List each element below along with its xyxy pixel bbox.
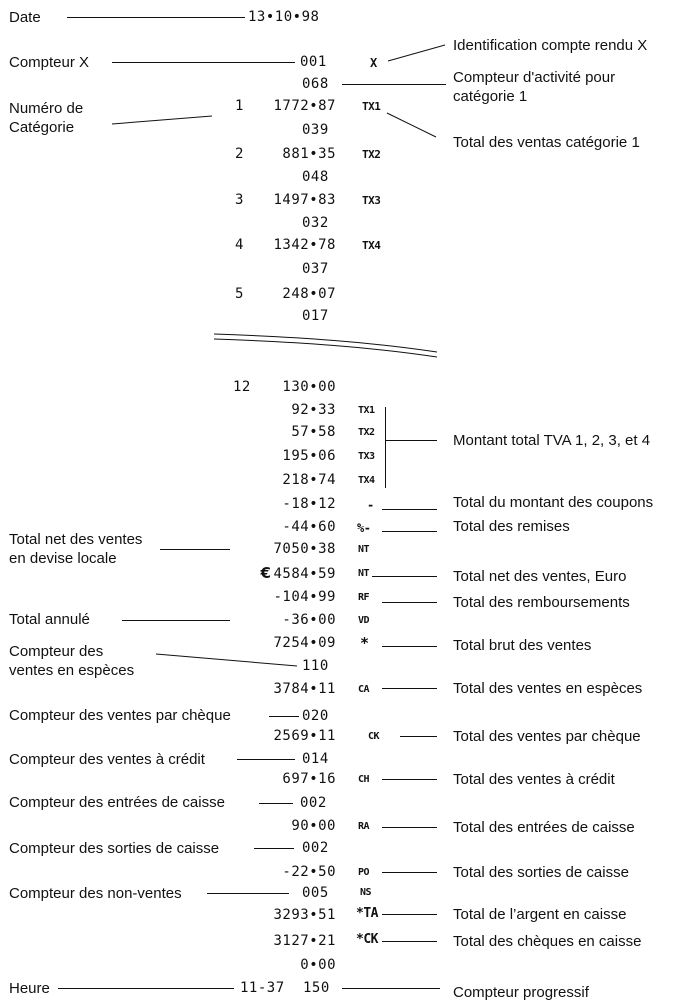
cash-total-label: Total des ventes en espèces bbox=[453, 680, 643, 697]
category-number-label-1: Numéro de bbox=[9, 100, 84, 117]
cash-out-total-label: Total des sorties de caisse bbox=[453, 864, 629, 881]
refunds-label: Total des remboursements bbox=[453, 594, 630, 611]
tear-separator bbox=[214, 334, 437, 352]
category-amount: 1772•87 bbox=[273, 98, 336, 114]
credit-total-code: CH bbox=[358, 774, 370, 785]
net-local-label-2: en devise locale bbox=[9, 550, 117, 567]
time-label: Heure bbox=[9, 980, 50, 997]
cash-counter-label-1: Compteur des bbox=[9, 643, 104, 660]
cash-in-counter-label: Compteur des entrées de caisse bbox=[9, 794, 225, 811]
gross-value: 7254•09 bbox=[273, 635, 336, 651]
category-tax-code: TX3 bbox=[362, 194, 381, 207]
category-number: 3 bbox=[235, 192, 244, 208]
vat-value: 92•33 bbox=[291, 402, 336, 418]
discounts-label: Total des remises bbox=[453, 518, 570, 535]
category-counter: 039 bbox=[302, 122, 329, 138]
void-value: -36•00 bbox=[282, 612, 336, 628]
cash-counter-connector bbox=[156, 654, 297, 666]
cash-out-counter-value: 002 bbox=[302, 840, 329, 856]
cheque-total-code: CK bbox=[368, 731, 380, 742]
category-tax-code: TX4 bbox=[362, 239, 381, 252]
void-code: VD bbox=[358, 615, 370, 626]
category-amount: 1497•83 bbox=[273, 192, 336, 208]
category-number-connector bbox=[112, 116, 212, 124]
cheques-in-drawer-label: Total des chèques en caisse bbox=[453, 933, 642, 950]
net-local-code: NT bbox=[358, 544, 370, 555]
cash-in-drawer-code: *TA bbox=[356, 906, 378, 921]
cheque-total-value: 2569•11 bbox=[273, 728, 336, 744]
cash-total-value: 3784•11 bbox=[273, 681, 336, 697]
discounts-value: -44•60 bbox=[282, 519, 336, 535]
cash-in-counter-value: 002 bbox=[300, 795, 327, 811]
coupons-label: Total du montant des coupons bbox=[453, 494, 654, 511]
discounts-code: %- bbox=[357, 521, 371, 535]
category-amount: 881•35 bbox=[282, 146, 336, 162]
id-report-label: Identification compte rendu X bbox=[453, 37, 648, 54]
cash-in-total-value: 90•00 bbox=[291, 818, 336, 834]
date-value: 13•10•98 bbox=[248, 9, 320, 25]
net-euro-value: 4584•59 bbox=[273, 566, 336, 582]
gross-label: Total brut des ventes bbox=[453, 637, 592, 654]
credit-total-value: 697•16 bbox=[282, 771, 336, 787]
category-12-amount: 130•00 bbox=[282, 379, 336, 395]
activity-counter-value: 068 bbox=[302, 76, 329, 92]
x-counter-value: 001 bbox=[300, 54, 327, 70]
cash-out-counter-label: Compteur des sorties de caisse bbox=[9, 840, 220, 857]
cheques-in-drawer-code: *CK bbox=[356, 932, 378, 947]
void-label: Total annulé bbox=[9, 611, 90, 628]
cash-total-code: CA bbox=[358, 684, 370, 695]
vat-value: 57•58 bbox=[291, 424, 336, 440]
cheque-total-label: Total des ventes par chèque bbox=[453, 728, 641, 745]
category-amount: 1342•78 bbox=[273, 237, 336, 253]
activity-counter-label-2: catégorie 1 bbox=[453, 88, 528, 105]
x-counter-label: Compteur X bbox=[9, 54, 90, 71]
gross-code: * bbox=[360, 634, 369, 652]
category-amount: 248•07 bbox=[282, 286, 336, 302]
net-euro-code: NT bbox=[358, 568, 370, 579]
vat-value: 218•74 bbox=[282, 472, 336, 488]
category-number-label-2: Catégorie bbox=[9, 119, 75, 136]
category-number: 4 bbox=[235, 237, 244, 253]
refunds-value: -104•99 bbox=[273, 589, 336, 605]
credit-total-label: Total des ventes à crédit bbox=[453, 771, 615, 788]
time-value: 11-37 bbox=[240, 980, 285, 996]
zero-value: 0•00 bbox=[300, 957, 336, 973]
vat-value: 195•06 bbox=[282, 448, 336, 464]
category-tax-code: TX2 bbox=[362, 148, 381, 161]
total-sales-cat1-label: Total des ventas catégorie 1 bbox=[453, 134, 640, 151]
category-counter: 037 bbox=[302, 261, 329, 277]
net-local-label-1: Total net des ventes bbox=[9, 531, 143, 548]
net-local-value: 7050•38 bbox=[273, 541, 336, 557]
no-sale-counter-value: 005 bbox=[302, 885, 329, 901]
cheques-in-drawer-value: 3127•21 bbox=[273, 933, 336, 949]
progressive-counter-value: 150 bbox=[303, 980, 330, 996]
category-counter: 017 bbox=[302, 308, 329, 324]
cash-out-total-value: -22•50 bbox=[282, 864, 336, 880]
activity-counter-label-1: Compteur d'activité pour bbox=[453, 69, 616, 86]
category-number: 2 bbox=[235, 146, 244, 162]
total-cat1-connector bbox=[387, 113, 436, 137]
category-tax-code: TX1 bbox=[362, 100, 381, 113]
no-sale-counter-label: Compteur des non-ventes bbox=[9, 885, 182, 902]
vat-code: TX4 bbox=[358, 475, 375, 486]
category-counter: 032 bbox=[302, 215, 329, 231]
cash-out-total-code: PO bbox=[358, 867, 370, 878]
no-sale-code: NS bbox=[360, 887, 372, 898]
cash-in-total-code: RA bbox=[358, 821, 370, 832]
cash-in-drawer-label: Total de l’argent en caisse bbox=[453, 906, 627, 923]
net-euro-value-wrapper bbox=[214, 566, 336, 581]
progressive-counter-label: Compteur progressif bbox=[453, 984, 589, 1001]
cheque-counter-value: 020 bbox=[302, 708, 329, 724]
euro-symbol: € bbox=[260, 564, 272, 582]
category-12-number: 12 bbox=[233, 379, 251, 395]
cash-in-total-label: Total des entrées de caisse bbox=[453, 819, 635, 836]
coupons-code: - bbox=[367, 498, 374, 512]
coupons-value: -18•12 bbox=[282, 496, 336, 512]
cheque-counter-label: Compteur des ventes par chèque bbox=[9, 707, 231, 724]
cash-counter-value: 110 bbox=[302, 658, 329, 674]
date-label: Date bbox=[9, 9, 41, 26]
vat-code: TX1 bbox=[358, 405, 375, 416]
refunds-code: RF bbox=[358, 592, 370, 603]
credit-counter-value: 014 bbox=[302, 751, 329, 767]
credit-counter-label: Compteur des ventes à crédit bbox=[9, 751, 205, 768]
category-number: 1 bbox=[235, 98, 244, 114]
cash-counter-label-2: ventes en espèces bbox=[9, 662, 135, 679]
vat-code: TX3 bbox=[358, 451, 375, 462]
category-number: 5 bbox=[235, 286, 244, 302]
id-report-connector bbox=[388, 45, 445, 61]
cash-in-drawer-value: 3293•51 bbox=[273, 907, 336, 923]
vat-code: TX2 bbox=[358, 427, 375, 438]
vat-total-label: Montant total TVA 1, 2, 3, et 4 bbox=[453, 432, 651, 449]
category-counter: 048 bbox=[302, 169, 329, 185]
net-euro-label: Total net des ventes, Euro bbox=[453, 568, 627, 585]
x-code: X bbox=[370, 56, 377, 70]
